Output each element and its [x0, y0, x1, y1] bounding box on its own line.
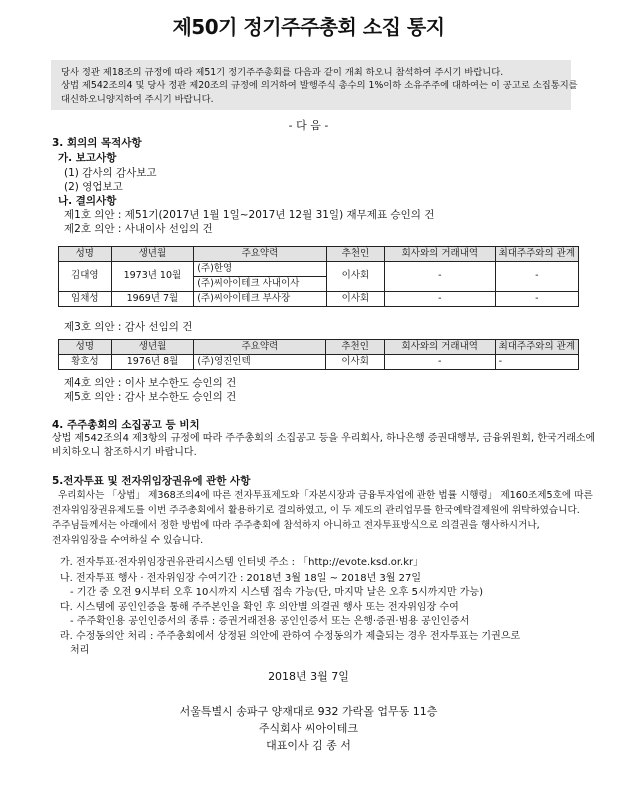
table-header: 주요약력 — [194, 247, 326, 262]
candidate-birth: 1969년 7월 — [111, 292, 194, 307]
evote-authentication: 다. 시스템에 공인인증을 통해 주주본인을 확인 후 의안별 의결권 행사 또는 전자위임장 수여 — [60, 602, 459, 613]
section-4-heading: 4. 주주총회의 소집공고 등 비치 — [52, 419, 200, 431]
candidate-recommender: 이사회 — [326, 355, 385, 370]
section-5-text: 우리회사는 「상법」 제368조의4에 따른 전자투표제도와「자본시장과 금융투자업에 관한 법률 시행령」 제160조제5호에 따른 — [58, 490, 593, 501]
section-4-text: 상법 제542조의4 제3항의 규정에 따라 주주총회의 소집공고 등을 우리회사, 하나은행 증권대행부, 금융위원회, 한국거래소에 — [52, 433, 596, 444]
candidate-birth: 1976년 8월 — [111, 355, 194, 370]
table-header: 성명 — [59, 340, 112, 355]
company-name: 주식회사 씨아이테크 — [258, 722, 359, 735]
page-title: 제50기 정기주주총회 소집 통지 — [172, 15, 445, 39]
table-row — [59, 262, 579, 277]
notice-line: 상법 제542조의4 및 당사 정관 제20조의 규정에 의거하여 발행주식 총수의 1%이하 소유주주에 대하여는 이 공고로 소집통지를 — [61, 80, 578, 92]
table-header: 최대주주와의 관계 — [495, 247, 578, 262]
table-header: 성명 — [59, 247, 112, 262]
candidate-career: (주)씨아이테크 사내이사 — [194, 277, 326, 292]
candidate-recommender: 이사회 — [326, 262, 384, 292]
agenda-item: 제5호 의안 : 감사 보수한도 승인의 건 — [64, 391, 237, 403]
candidate-career: (주)한영 — [194, 262, 326, 277]
evote-amendment-cont: 처리 — [70, 645, 90, 656]
section-3-heading: 3. 회의의 목적사항 — [52, 137, 142, 149]
section-5-text: 주주님들께서는 아래에서 정한 방법에 따라 주주총회에 참석하지 아니하고 전자투표방식으로 의결권을 행사하시거나, — [52, 520, 540, 531]
notice-date: 2018년 3월 7일 — [268, 670, 349, 683]
candidate-name: 임채성 — [59, 292, 112, 307]
report-item: (2) 영업보고 — [64, 181, 123, 193]
candidate-transactions: - — [385, 262, 495, 292]
section-4-text: 비치하오니 참조하시기 바랍니다. — [52, 447, 197, 458]
evote-address: 가. 전자투표·전자위임장권유관리시스템 인터넷 주소 : 「http://evote.ksd.or.kr」 — [60, 557, 424, 568]
table-header: 생년월 — [111, 340, 194, 355]
company-address: 서울특별시 송파구 양재대로 932 가락몰 업무동 11층 — [179, 705, 438, 718]
table-header: 추천인 — [326, 247, 384, 262]
section-separator: - 다 음 - — [288, 119, 329, 132]
agenda-item: 제2호 의안 : 사내이사 선임의 건 — [64, 223, 213, 235]
notice-line: 대신하오니양지하여 주시기 바랍니다. — [61, 93, 214, 105]
notice-box — [51, 60, 578, 110]
notice-line: 당사 정관 제18조의 규정에 따라 제51기 정기주주총회를 다음과 같이 개최 하오니 참석하여 주시기 바랍니다. — [61, 67, 504, 78]
table-header: 주요약력 — [194, 340, 326, 355]
director-candidates-table — [58, 246, 579, 307]
evote-period-note: - 기간 중 오전 9시부터 오후 10시까지 시스템 접속 가능(단, 마지막 날은 오후 5시까지만 가능) — [70, 587, 483, 598]
candidate-name: 김대영 — [59, 262, 112, 292]
report-items-heading: 가. 보고사항 — [58, 152, 117, 164]
candidate-relation: - — [495, 355, 578, 370]
table-row — [59, 355, 579, 370]
candidate-recommender: 이사회 — [326, 292, 384, 307]
evote-certificate-note: - 주주확인용 공인인증서의 종류 : 증권거래전용 공인인증서 또는 은행·증권·범용 공인인증서 — [70, 616, 470, 627]
table-header: 최대주주와의 관계 — [495, 340, 578, 355]
report-item: (1) 감사의 감사보고 — [64, 167, 157, 179]
section-5-text: 전자위임장을 수여하실 수 있습니다. — [52, 535, 204, 546]
table-header: 추천인 — [326, 340, 385, 355]
agenda-item: 제4호 의안 : 이사 보수한도 승인의 건 — [64, 377, 237, 389]
section-5-heading: 5.전자투표 및 전자위임장권유에 관한 사항 — [52, 475, 251, 487]
auditor-candidates-table — [58, 339, 579, 370]
evote-period: 나. 전자투표 행사 · 전자위임장 수여기간 : 2018년 3월 18일 ~ 2018년 3월 27일 — [60, 573, 422, 584]
resolution-items-heading: 나. 결의사항 — [58, 195, 117, 207]
candidate-relation: - — [495, 292, 578, 307]
agenda-item: 제3호 의안 : 감사 선임의 건 — [64, 321, 193, 333]
candidate-name: 황호성 — [59, 355, 112, 370]
section-5-text: 전자위임장권유제도를 이번 주주총회에서 활용하기로 결의하였고, 이 두 제도의 관리업무를 한국예탁결제원에 위탁하였습니다. — [52, 505, 580, 516]
ceo-name: 대표이사 김 종 서 — [266, 739, 351, 752]
table-header: 회사와의 거래내역 — [385, 247, 495, 262]
candidate-birth: 1973년 10월 — [111, 262, 194, 292]
candidate-relation: - — [495, 262, 578, 292]
candidate-career: (주)씨아이테크 부사장 — [194, 292, 326, 307]
candidate-career: (주)영진인텍 — [194, 355, 326, 370]
table-row — [59, 292, 579, 307]
table-header: 회사와의 거래내역 — [384, 340, 495, 355]
evote-amendment: 라. 수정동의안 처리 : 주주총회에서 상정된 의안에 관하여 수정동의가 제출되는 경우 전자투표는 기권으로 — [60, 631, 521, 642]
table-header: 생년월 — [111, 247, 194, 262]
candidate-transactions: - — [385, 292, 495, 307]
agenda-item: 제1호 의안 : 제51기(2017년 1월 1일~2017년 12월 31일) 재무제표 승인의 건 — [64, 209, 435, 221]
candidate-transactions: - — [384, 355, 495, 370]
